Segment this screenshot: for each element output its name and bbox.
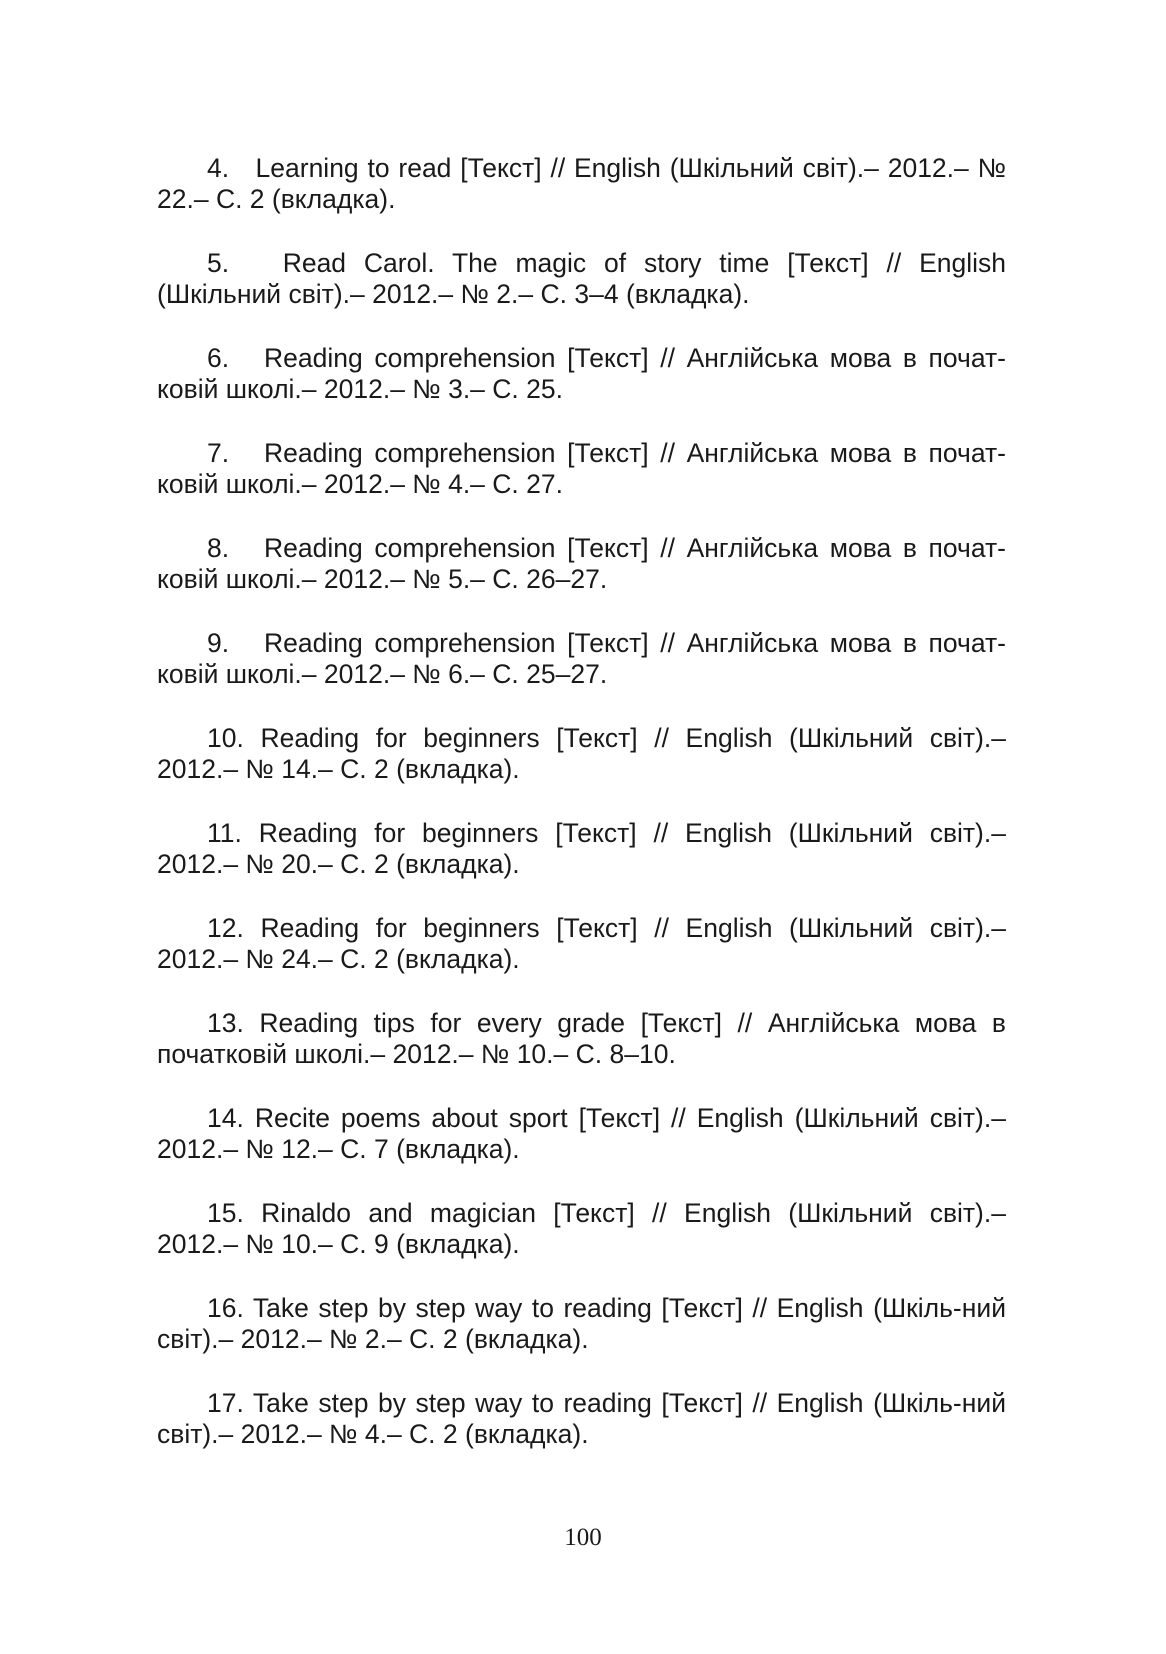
entry-number: 14. [207,1103,244,1133]
bibliography-entry [157,1103,1006,1165]
bibliography-entry [157,1008,1006,1070]
bibliography-entry [157,533,1006,595]
entry-text: Rinaldo and magician [Текст] // English (Шкільний світ).– 2012.– № 10.– С. 9 (вкладка). [157,1198,1006,1259]
entry-number: 13. [207,1008,244,1038]
bibliography-entry [157,818,1006,880]
bibliography-entry [157,913,1006,975]
bibliography-entry [157,628,1006,690]
entry-text: Take step by step way to reading [Текст] // English (Шкіль-ний світ).– 2012.– № 4.– С. 2 (вкладка). [157,1388,1006,1449]
entry-number: 11. [207,818,242,848]
entry-text: Reading for beginners [Текст] // English (Шкільний світ).– 2012.– № 20.– С. 2 (вкладка). [157,818,1006,879]
entry-number: 12. [207,913,244,943]
entry-number: 5. [207,248,230,278]
entry-text: Reading comprehension [Текст] // Англійська мова в почат-ковій школі.– 2012.– № 3.– С. 25. [157,343,1006,404]
entry-text: Reading for beginners [Текст] // English (Шкільний світ).– 2012.– № 14.– С. 2 (вкладка). [157,723,1006,784]
entry-text: Take step by step way to reading [Текст] // English (Шкіль-ний світ).– 2012.– № 2.– С. 2 (вкладка). [157,1293,1006,1354]
entry-number: 7. [207,438,230,468]
entry-number: 9. [207,628,230,658]
entry-text: Reading tips for every grade [Текст] // Англійська мова в початковій школі.– 2012.– № 10.– С. 8–10. [157,1008,1006,1069]
bibliography-entry [157,153,1006,215]
bibliography-entry [157,343,1006,405]
entry-text: Recite poems about sport [Текст] // English (Шкільний світ).– 2012.– № 12.– С. 7 (вкладка). [157,1103,1006,1164]
bibliography-entry [157,723,1006,785]
entry-number: 17. [207,1388,244,1418]
entry-text: Reading for beginners [Текст] // English (Шкільний світ).– 2012.– № 24.– С. 2 (вкладка). [157,913,1006,974]
bibliography-entry [157,248,1006,310]
bibliography-entry [157,1388,1006,1450]
entry-number: 4. [207,153,230,183]
entry-text: Reading comprehension [Текст] // Англійська мова в почат-ковій школі.– 2012.– № 6.– С. 25–27. [157,628,1006,689]
entry-text: Learning to read [Текст] // English (Шкільний світ).– 2012.– № 22.– С. 2 (вкладка). [157,153,1006,214]
page-number: 100 [564,1524,602,1551]
entry-number: 10. [207,723,244,753]
entry-number: 6. [207,343,230,373]
entry-text: Reading comprehension [Текст] // Англійська мова в почат-ковій школі.– 2012.– № 5.– С. 26–27. [157,533,1006,594]
entry-text: Reading comprehension [Текст] // Англійська мова в почат-ковій школі.– 2012.– № 4.– С. 27. [157,438,1006,499]
bibliography-list [157,153,1006,1483]
bibliography-entry [157,1198,1006,1260]
bibliography-entry [157,438,1006,500]
entry-number: 15. [207,1198,244,1228]
entry-number: 8. [207,533,230,563]
bibliography-entry [157,1293,1006,1355]
entry-number: 16. [207,1293,244,1323]
entry-text: Read Carol. The magic of story time [Текст] // English (Шкільний світ).– 2012.– № 2.– С. 3–4 (вкладка). [157,248,1006,309]
